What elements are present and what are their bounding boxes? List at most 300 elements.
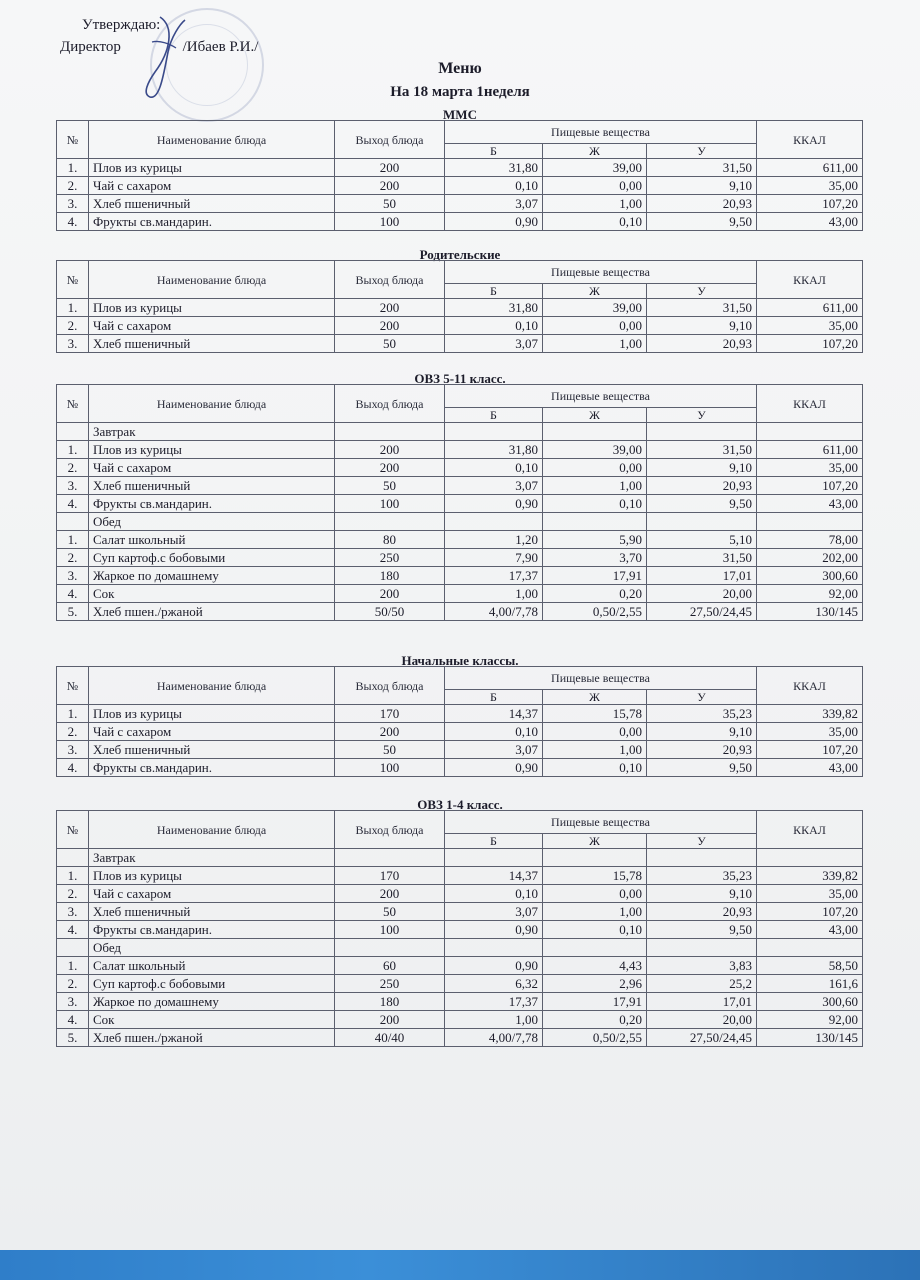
cell-dish-name: Чай с сахаром <box>89 317 335 335</box>
cell-dish-name: Фрукты св.мандарин. <box>89 921 335 939</box>
cell-num: 4. <box>57 213 89 231</box>
cell-dish-name: Хлеб пшен./ржаной <box>89 1029 335 1047</box>
cell-output: 200 <box>335 317 445 335</box>
cell-carbs: 9,10 <box>647 459 757 477</box>
cell-output: 50 <box>335 195 445 213</box>
cell-carbs: 9,50 <box>647 759 757 777</box>
header-carbs: У <box>647 408 757 423</box>
cell-dish-name: Плов из курицы <box>89 867 335 885</box>
table-row <box>57 531 863 549</box>
meal-group-row <box>57 939 863 957</box>
cell-fat: 39,00 <box>543 441 647 459</box>
cell-num: 2. <box>57 549 89 567</box>
cell-num: 2. <box>57 459 89 477</box>
cell-dish-name: Хлеб пшен./ржаной <box>89 603 335 621</box>
cell-carbs: 3,83 <box>647 957 757 975</box>
cell-empty <box>57 513 89 531</box>
cell-protein: 3,07 <box>445 741 543 759</box>
cell-num: 1. <box>57 441 89 459</box>
cell-kcal: 35,00 <box>757 459 863 477</box>
table-header-row <box>57 667 863 690</box>
cell-kcal: 35,00 <box>757 885 863 903</box>
cell-kcal: 43,00 <box>757 495 863 513</box>
table-header-row <box>57 385 863 408</box>
cell-protein: 0,10 <box>445 317 543 335</box>
cell-output: 50 <box>335 741 445 759</box>
cell-fat: 1,00 <box>543 903 647 921</box>
cell-num: 1. <box>57 957 89 975</box>
cell-fat: 0,00 <box>543 885 647 903</box>
cell-carbs: 25,2 <box>647 975 757 993</box>
cell-num: 4. <box>57 585 89 603</box>
cell-kcal: 107,20 <box>757 903 863 921</box>
cell-num: 3. <box>57 567 89 585</box>
cell-fat: 15,78 <box>543 867 647 885</box>
table-row <box>57 1029 863 1047</box>
cell-kcal: 35,00 <box>757 723 863 741</box>
cell-dish-name: Салат школьный <box>89 957 335 975</box>
meal-group-label: Завтрак <box>89 849 335 867</box>
menu-table <box>56 810 863 1047</box>
director-name: /Ибаев Р.И./ <box>182 39 259 55</box>
cell-output: 50 <box>335 477 445 495</box>
cell-dish-name: Чай с сахаром <box>89 177 335 195</box>
cell-protein: 14,37 <box>445 705 543 723</box>
header-name: Наименование блюда <box>89 261 335 299</box>
table-row <box>57 299 863 317</box>
cell-protein: 0,10 <box>445 459 543 477</box>
cell-fat: 0,10 <box>543 495 647 513</box>
cell-carbs: 20,00 <box>647 1011 757 1029</box>
cell-protein: 31,80 <box>445 299 543 317</box>
header-num: № <box>57 261 89 299</box>
header-name: Наименование блюда <box>89 385 335 423</box>
header-num: № <box>57 385 89 423</box>
table-row <box>57 195 863 213</box>
cell-kcal: 130/145 <box>757 603 863 621</box>
cell-dish-name: Плов из курицы <box>89 441 335 459</box>
cell-fat: 5,90 <box>543 531 647 549</box>
cell-output: 40/40 <box>335 1029 445 1047</box>
table-header-row <box>57 261 863 284</box>
cell-kcal: 339,82 <box>757 705 863 723</box>
cell-empty <box>335 939 445 957</box>
cell-carbs: 17,01 <box>647 993 757 1011</box>
cell-dish-name: Хлеб пшеничный <box>89 741 335 759</box>
cell-protein: 3,07 <box>445 195 543 213</box>
table-row <box>57 903 863 921</box>
cell-dish-name: Плов из курицы <box>89 299 335 317</box>
cell-kcal: 35,00 <box>757 317 863 335</box>
cell-num: 3. <box>57 195 89 213</box>
menu-table <box>56 120 863 231</box>
cell-protein: 0,90 <box>445 921 543 939</box>
header-carbs: У <box>647 690 757 705</box>
table-row <box>57 975 863 993</box>
cell-dish-name: Чай с сахаром <box>89 885 335 903</box>
cell-kcal: 611,00 <box>757 441 863 459</box>
cell-empty <box>757 513 863 531</box>
menu-table <box>56 384 863 621</box>
section-title: ОВЗ 1-4 класс. <box>417 797 503 812</box>
cell-carbs: 20,93 <box>647 741 757 759</box>
table-row <box>57 885 863 903</box>
table-header-row <box>57 811 863 834</box>
cell-protein: 0,10 <box>445 723 543 741</box>
cell-empty <box>647 513 757 531</box>
cell-carbs: 35,23 <box>647 705 757 723</box>
header-protein: Б <box>445 834 543 849</box>
cell-output: 100 <box>335 495 445 513</box>
cell-dish-name: Хлеб пшеничный <box>89 903 335 921</box>
cell-carbs: 31,50 <box>647 549 757 567</box>
cell-output: 200 <box>335 177 445 195</box>
cell-dish-name: Сок <box>89 1011 335 1029</box>
cell-num: 2. <box>57 177 89 195</box>
cell-num: 5. <box>57 1029 89 1047</box>
header-kcal: ККАЛ <box>757 385 863 423</box>
meal-group-row <box>57 513 863 531</box>
cell-carbs: 20,93 <box>647 477 757 495</box>
header-name: Наименование блюда <box>89 667 335 705</box>
cell-output: 100 <box>335 759 445 777</box>
cell-fat: 0,00 <box>543 459 647 477</box>
header-nutrients: Пищевые вещества <box>445 121 757 144</box>
cell-empty <box>335 849 445 867</box>
cell-output: 60 <box>335 957 445 975</box>
cell-dish-name: Суп картоф.с бобовыми <box>89 975 335 993</box>
cell-num: 4. <box>57 495 89 513</box>
cell-output: 200 <box>335 885 445 903</box>
table-row <box>57 957 863 975</box>
cell-carbs: 9,50 <box>647 921 757 939</box>
cell-num: 3. <box>57 903 89 921</box>
cell-kcal: 92,00 <box>757 585 863 603</box>
cell-carbs: 31,50 <box>647 441 757 459</box>
cell-num: 2. <box>57 975 89 993</box>
cell-protein: 6,32 <box>445 975 543 993</box>
cell-empty <box>543 849 647 867</box>
cell-num: 2. <box>57 317 89 335</box>
table-row <box>57 549 863 567</box>
section-title: Родительские <box>419 247 501 262</box>
cell-kcal: 43,00 <box>757 759 863 777</box>
cell-fat: 0,00 <box>543 723 647 741</box>
cell-num: 3. <box>57 477 89 495</box>
cell-fat: 15,78 <box>543 705 647 723</box>
header-fat: Ж <box>543 408 647 423</box>
cell-empty <box>543 423 647 441</box>
cell-kcal: 107,20 <box>757 477 863 495</box>
cell-protein: 31,80 <box>445 441 543 459</box>
cell-empty <box>57 939 89 957</box>
cell-output: 170 <box>335 705 445 723</box>
cell-num: 1. <box>57 705 89 723</box>
cell-empty <box>543 939 647 957</box>
meal-group-label: Обед <box>89 939 335 957</box>
cell-protein: 3,07 <box>445 903 543 921</box>
cell-protein: 0,10 <box>445 885 543 903</box>
header-protein: Б <box>445 144 543 159</box>
cell-fat: 1,00 <box>543 741 647 759</box>
header-nutrients: Пищевые вещества <box>445 667 757 690</box>
cell-output: 250 <box>335 549 445 567</box>
menu-table <box>56 260 863 353</box>
table-row <box>57 993 863 1011</box>
cell-output: 200 <box>335 459 445 477</box>
table-row <box>57 177 863 195</box>
table-row <box>57 759 863 777</box>
cell-output: 200 <box>335 585 445 603</box>
cell-dish-name: Фрукты св.мандарин. <box>89 759 335 777</box>
cell-num: 1. <box>57 867 89 885</box>
cell-kcal: 300,60 <box>757 993 863 1011</box>
header-carbs: У <box>647 284 757 299</box>
table-row <box>57 335 863 353</box>
cell-dish-name: Плов из курицы <box>89 159 335 177</box>
cell-num: 3. <box>57 335 89 353</box>
cell-protein: 0,90 <box>445 213 543 231</box>
table-row <box>57 921 863 939</box>
cell-dish-name: Жаркое по домашнему <box>89 993 335 1011</box>
cell-num: 4. <box>57 1011 89 1029</box>
cell-dish-name: Чай с сахаром <box>89 459 335 477</box>
header-kcal: ККАЛ <box>757 667 863 705</box>
header-kcal: ККАЛ <box>757 121 863 159</box>
cell-empty <box>335 513 445 531</box>
cell-carbs: 5,10 <box>647 531 757 549</box>
cell-fat: 1,00 <box>543 195 647 213</box>
cell-fat: 0,10 <box>543 213 647 231</box>
approved-label: Утверждаю: <box>82 17 161 33</box>
cell-protein: 0,90 <box>445 495 543 513</box>
cell-num: 4. <box>57 759 89 777</box>
cell-kcal: 202,00 <box>757 549 863 567</box>
cell-fat: 0,50/2,55 <box>543 1029 647 1047</box>
cell-protein: 31,80 <box>445 159 543 177</box>
cell-num: 3. <box>57 993 89 1011</box>
cell-dish-name: Салат школьный <box>89 531 335 549</box>
cell-fat: 2,96 <box>543 975 647 993</box>
section-title: Начальные классы. <box>401 653 519 668</box>
table-row <box>57 213 863 231</box>
header-num: № <box>57 667 89 705</box>
cell-protein: 1,20 <box>445 531 543 549</box>
cell-empty <box>445 939 543 957</box>
cell-output: 200 <box>335 159 445 177</box>
cell-empty <box>543 513 647 531</box>
header-num: № <box>57 811 89 849</box>
table-row <box>57 705 863 723</box>
header-output: Выход блюда <box>335 261 445 299</box>
director-label: Директор <box>60 39 121 55</box>
header-nutrients: Пищевые вещества <box>445 811 757 834</box>
cell-output: 200 <box>335 723 445 741</box>
cell-protein: 1,00 <box>445 1011 543 1029</box>
cell-empty <box>757 939 863 957</box>
cell-kcal: 107,20 <box>757 335 863 353</box>
cell-output: 180 <box>335 993 445 1011</box>
table-header-row <box>57 121 863 144</box>
cell-output: 100 <box>335 921 445 939</box>
cell-output: 50 <box>335 335 445 353</box>
cell-output: 170 <box>335 867 445 885</box>
cell-fat: 0,20 <box>543 585 647 603</box>
header-output: Выход блюда <box>335 385 445 423</box>
cell-protein: 3,07 <box>445 477 543 495</box>
header-nutrients: Пищевые вещества <box>445 261 757 284</box>
table-row <box>57 441 863 459</box>
cell-empty <box>57 423 89 441</box>
table-row <box>57 495 863 513</box>
cell-output: 200 <box>335 1011 445 1029</box>
table-row <box>57 585 863 603</box>
cell-fat: 3,70 <box>543 549 647 567</box>
cell-num: 2. <box>57 723 89 741</box>
cell-protein: 7,90 <box>445 549 543 567</box>
cell-carbs: 31,50 <box>647 159 757 177</box>
cell-kcal: 43,00 <box>757 213 863 231</box>
cell-empty <box>57 849 89 867</box>
header-fat: Ж <box>543 284 647 299</box>
cell-kcal: 130/145 <box>757 1029 863 1047</box>
cell-dish-name: Фрукты св.мандарин. <box>89 213 335 231</box>
cell-carbs: 9,10 <box>647 177 757 195</box>
cell-kcal: 35,00 <box>757 177 863 195</box>
cell-num: 4. <box>57 921 89 939</box>
cell-fat: 17,91 <box>543 567 647 585</box>
cell-empty <box>647 849 757 867</box>
menu-table <box>56 666 863 777</box>
cell-protein: 0,90 <box>445 759 543 777</box>
table-row <box>57 603 863 621</box>
header-fat: Ж <box>543 834 647 849</box>
meal-group-row <box>57 849 863 867</box>
cell-num: 1. <box>57 299 89 317</box>
cell-output: 200 <box>335 299 445 317</box>
cell-dish-name: Жаркое по домашнему <box>89 567 335 585</box>
header-name: Наименование блюда <box>89 121 335 159</box>
cell-num: 5. <box>57 603 89 621</box>
cell-kcal: 43,00 <box>757 921 863 939</box>
cell-kcal: 92,00 <box>757 1011 863 1029</box>
cell-carbs: 20,00 <box>647 585 757 603</box>
cell-protein: 0,90 <box>445 957 543 975</box>
header-fat: Ж <box>543 690 647 705</box>
cell-carbs: 9,50 <box>647 213 757 231</box>
cell-kcal: 78,00 <box>757 531 863 549</box>
cell-dish-name: Чай с сахаром <box>89 723 335 741</box>
cell-empty <box>445 849 543 867</box>
meal-group-label: Обед <box>89 513 335 531</box>
header-protein: Б <box>445 690 543 705</box>
cell-protein: 3,07 <box>445 335 543 353</box>
cell-carbs: 9,10 <box>647 723 757 741</box>
cell-dish-name: Сок <box>89 585 335 603</box>
background-surface <box>0 1250 920 1280</box>
table-row <box>57 317 863 335</box>
cell-output: 50/50 <box>335 603 445 621</box>
cell-fat: 0,10 <box>543 759 647 777</box>
header-output: Выход блюда <box>335 121 445 159</box>
cell-fat: 0,00 <box>543 317 647 335</box>
cell-dish-name: Плов из курицы <box>89 705 335 723</box>
cell-kcal: 58,50 <box>757 957 863 975</box>
cell-protein: 17,37 <box>445 993 543 1011</box>
cell-protein: 1,00 <box>445 585 543 603</box>
approval-block <box>60 14 258 58</box>
cell-output: 250 <box>335 975 445 993</box>
table-row <box>57 1011 863 1029</box>
cell-fat: 39,00 <box>543 159 647 177</box>
cell-carbs: 9,10 <box>647 885 757 903</box>
header-protein: Б <box>445 408 543 423</box>
cell-fat: 4,43 <box>543 957 647 975</box>
menu-title: Меню <box>438 60 482 77</box>
table-row <box>57 459 863 477</box>
cell-empty <box>757 423 863 441</box>
cell-kcal: 339,82 <box>757 867 863 885</box>
cell-kcal: 611,00 <box>757 299 863 317</box>
cell-empty <box>647 423 757 441</box>
cell-carbs: 20,93 <box>647 335 757 353</box>
cell-kcal: 611,00 <box>757 159 863 177</box>
cell-carbs: 20,93 <box>647 903 757 921</box>
cell-empty <box>647 939 757 957</box>
cell-fat: 1,00 <box>543 335 647 353</box>
header-protein: Б <box>445 284 543 299</box>
cell-empty <box>445 513 543 531</box>
header-output: Выход блюда <box>335 667 445 705</box>
cell-fat: 0,00 <box>543 177 647 195</box>
cell-fat: 0,20 <box>543 1011 647 1029</box>
cell-carbs: 9,50 <box>647 495 757 513</box>
cell-dish-name: Хлеб пшеничный <box>89 477 335 495</box>
cell-output: 200 <box>335 441 445 459</box>
cell-num: 3. <box>57 741 89 759</box>
cell-fat: 17,91 <box>543 993 647 1011</box>
cell-output: 50 <box>335 903 445 921</box>
cell-carbs: 17,01 <box>647 567 757 585</box>
cell-dish-name: Фрукты св.мандарин. <box>89 495 335 513</box>
meal-group-label: Завтрак <box>89 423 335 441</box>
cell-empty <box>335 423 445 441</box>
table-row <box>57 741 863 759</box>
cell-dish-name: Хлеб пшеничный <box>89 195 335 213</box>
header-name: Наименование блюда <box>89 811 335 849</box>
cell-empty <box>757 849 863 867</box>
meal-group-row <box>57 423 863 441</box>
cell-fat: 39,00 <box>543 299 647 317</box>
table-row <box>57 567 863 585</box>
cell-carbs: 31,50 <box>647 299 757 317</box>
cell-dish-name: Суп картоф.с бобовыми <box>89 549 335 567</box>
cell-num: 1. <box>57 531 89 549</box>
header-kcal: ККАЛ <box>757 261 863 299</box>
cell-carbs: 35,23 <box>647 867 757 885</box>
menu-subtitle: На 18 марта 1неделя <box>390 84 530 100</box>
cell-dish-name: Хлеб пшеничный <box>89 335 335 353</box>
cell-kcal: 161,6 <box>757 975 863 993</box>
cell-fat: 0,50/2,55 <box>543 603 647 621</box>
header-carbs: У <box>647 144 757 159</box>
cell-carbs: 20,93 <box>647 195 757 213</box>
cell-carbs: 27,50/24,45 <box>647 1029 757 1047</box>
cell-fat: 1,00 <box>543 477 647 495</box>
cell-kcal: 107,20 <box>757 741 863 759</box>
header-kcal: ККАЛ <box>757 811 863 849</box>
section-title: ОВЗ 5-11 класс. <box>414 371 506 386</box>
